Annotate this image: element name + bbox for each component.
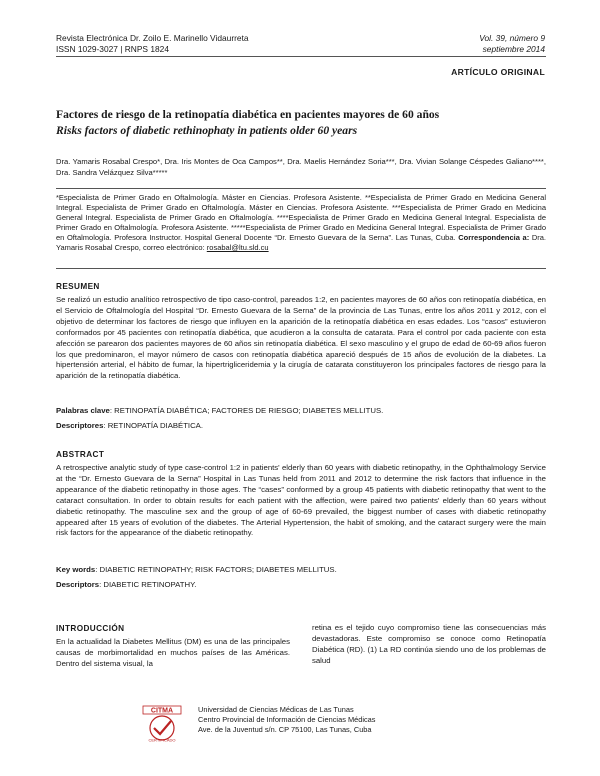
journal-issn: ISSN 1029-3027 | RNPS 1824 xyxy=(56,44,169,54)
key-words-label: Key words xyxy=(56,565,96,574)
intro-right-column: retina es el tejido cuyo compromiso tiene las consecuencias más devastadoras. Este compromiso se conoce como Retinopatía Diabética (RD). (1) La RD continúa siendo uno de los problemas de salud xyxy=(312,623,546,665)
logo-seal xyxy=(150,716,174,740)
affiliation-top-divider xyxy=(56,188,546,189)
affiliations xyxy=(56,193,546,253)
article-type: ARTÍCULO ORIGINAL xyxy=(451,67,545,77)
resumen-body: Se realizó un estudio analítico retrospectivo de tipo caso-control, pareados 1:2, en pacientes mayores de 60 años con retinopatía diabética, en el Servicio de Oftalmología del Hospital “Dr. Ernesto Guevara de la Serna” de la provincia de Las Tunas, entre los años 2011 y 2012, con el objetivo de determinar los factores de riesgo que influyen en la aparición de la retinopatía diabética en esas edades. Los “casos” estuvieron conformados por 45 pacientes con retinopatía diabética, que acudieron a la consulta de catarata. Para el control por cada paciente con esta afección se parearon dos pacientes mayores de 60 años sin retinopatía diabética. El sexo masculino y el grupo de edad de 60-69 años fueron los que predominaron, el mayor número de casos con retinopatía diabética apareció después de 15 años de evolución de la diabetes. La hipertensión arterial, el hábito de fumar, la hipertrigliceridemia y la cirugía de catarata constituyeron los principales factores de riesgo para la aparición de la retinopatía diabética. xyxy=(56,295,546,381)
volume-number: Vol. 39, número 9 xyxy=(479,33,545,43)
abstract-heading: ABSTRACT xyxy=(56,450,105,459)
abstract-descriptors xyxy=(56,579,546,590)
descriptors-en-value: : DIABETIC RETINOPATHY. xyxy=(99,580,197,589)
issue-info xyxy=(345,33,545,55)
resumen-descriptors xyxy=(56,420,546,431)
email-link[interactable]: rosabal@ltu.sld.cu xyxy=(206,243,269,252)
journal-header xyxy=(56,33,376,55)
footer-university: Universidad de Ciencias Médicas de Las Tunas xyxy=(198,705,354,714)
abstract-body: A retrospective analytic study of type case-control 1:2 in patients' elderly than 60 years with diabetic retinopathy, in the Ophthalmology Service at the “Dr. Ernesto Guevara de la Serna” Hospital in Las Tunas held from 2011 and 2012 to determine the risk factors that influence in the appearance of the diabetic retinopathy in those ages. The “cases” conformed by a group 45 patients with diabetic retinopathy that went to the cataract consultation. In order to obtain results for each patient with the affection, were paired two patients' elderly than 60 years without diabetic retinopathy. The masculine sex and the group of age of 60-69 prevailed, the biggest number of cases with diabetic retinopathy appeared after 15 years of evolution of the diabetes. The Arterial Hypertension, the habit of smoking, and the cataract surgery were the main risk factors for the appearance of the diabetic retinopathy. xyxy=(56,463,546,538)
issue-date: septiembre 2014 xyxy=(482,44,545,54)
title-spanish: Factores de riesgo de la retinopatía diabética en pacientes mayores de 60 años xyxy=(56,108,440,121)
footer-center: Centro Provincial de Información de Ciencias Médicas xyxy=(198,715,376,724)
authors: Dra. Yamaris Rosabal Crespo*, Dra. Iris Montes de Oca Campos**, Dra. Maelis Hernández Soria***, Dra. Vivian Solange Céspedes Galiano****, Dra. Sandra Velázquez Silva***** xyxy=(56,157,546,177)
key-words-value: : DIABETIC RETINOPATHY; RISK FACTORS; DIABETES MELLITUS. xyxy=(95,565,337,574)
correspondence-text: Dra. Yamaris Rosabal Crespo, correo electrónico: xyxy=(56,233,547,252)
keywords-value: : RETINOPATÍA DIABÉTICA; FACTORES DE RIESGO; DIABETES MELLITUS. xyxy=(109,406,384,415)
resumen-heading: RESUMEN xyxy=(56,282,100,291)
citma-logo xyxy=(137,705,187,743)
keywords-label: Palabras clave xyxy=(56,406,110,415)
intro-heading: INTRODUCCIÓN xyxy=(56,624,125,633)
logo-sub: CERTIFICADO xyxy=(148,737,176,743)
logo-text: CITMA xyxy=(150,707,174,715)
title-english: Risks factors of diabetic rethinophaty in patients older 60 years xyxy=(56,124,358,137)
journal-name: Revista Electrónica Dr. Zoilo E. Marinello Vidaurreta xyxy=(56,33,249,43)
resumen-keywords xyxy=(56,405,546,416)
abstract-keywords xyxy=(56,564,546,575)
footer-address-line: Ave. de la Juventud s/n. CP 75100, Las Tunas, Cuba xyxy=(198,725,372,734)
footer-address xyxy=(198,705,458,735)
intro-left-column: En la actualidad la Diabetes Mellitus (DM) es una de las principales causas de morbimortalidad en muchos países de las Américas. Dentro del sistema visual, la xyxy=(56,637,290,668)
affiliation-bottom-divider xyxy=(56,268,546,269)
affiliations-text: *Especialista de Primer Grado en Oftalmología. Máster en Ciencias. Profesora Asistente. **Especialista de Primer Grado en Medicina General Integral. Especialista de Primer Grado en Oftalmología. Máster en Ciencias. Profesora Asistente. ***Especialista de Primer Grado en Medicina General Integral. Especialista de Primer Grado en Oftalmología. ****Especialista de Primer Grado en Medicina General Integral. Especialista de Primer Grado en Oftalmología. Profesora Asistente. *****Especialista de Primer Grado en Medicina General Integral. Especialista de Primer Grado en Oftalmología. Profesora Instructor. Hospital General Docente “Dr. Ernesto Guevara de la Serna”. Las Tunas, Cuba. xyxy=(56,193,546,242)
header-divider xyxy=(56,56,546,57)
correspondence-label: Correspondencia a: xyxy=(458,233,530,242)
descriptors-value: : RETINOPATÍA DIABÉTICA. xyxy=(103,421,204,430)
descriptors-en-label: Descriptors xyxy=(56,580,100,589)
descriptors-label: Descriptores xyxy=(56,421,104,430)
